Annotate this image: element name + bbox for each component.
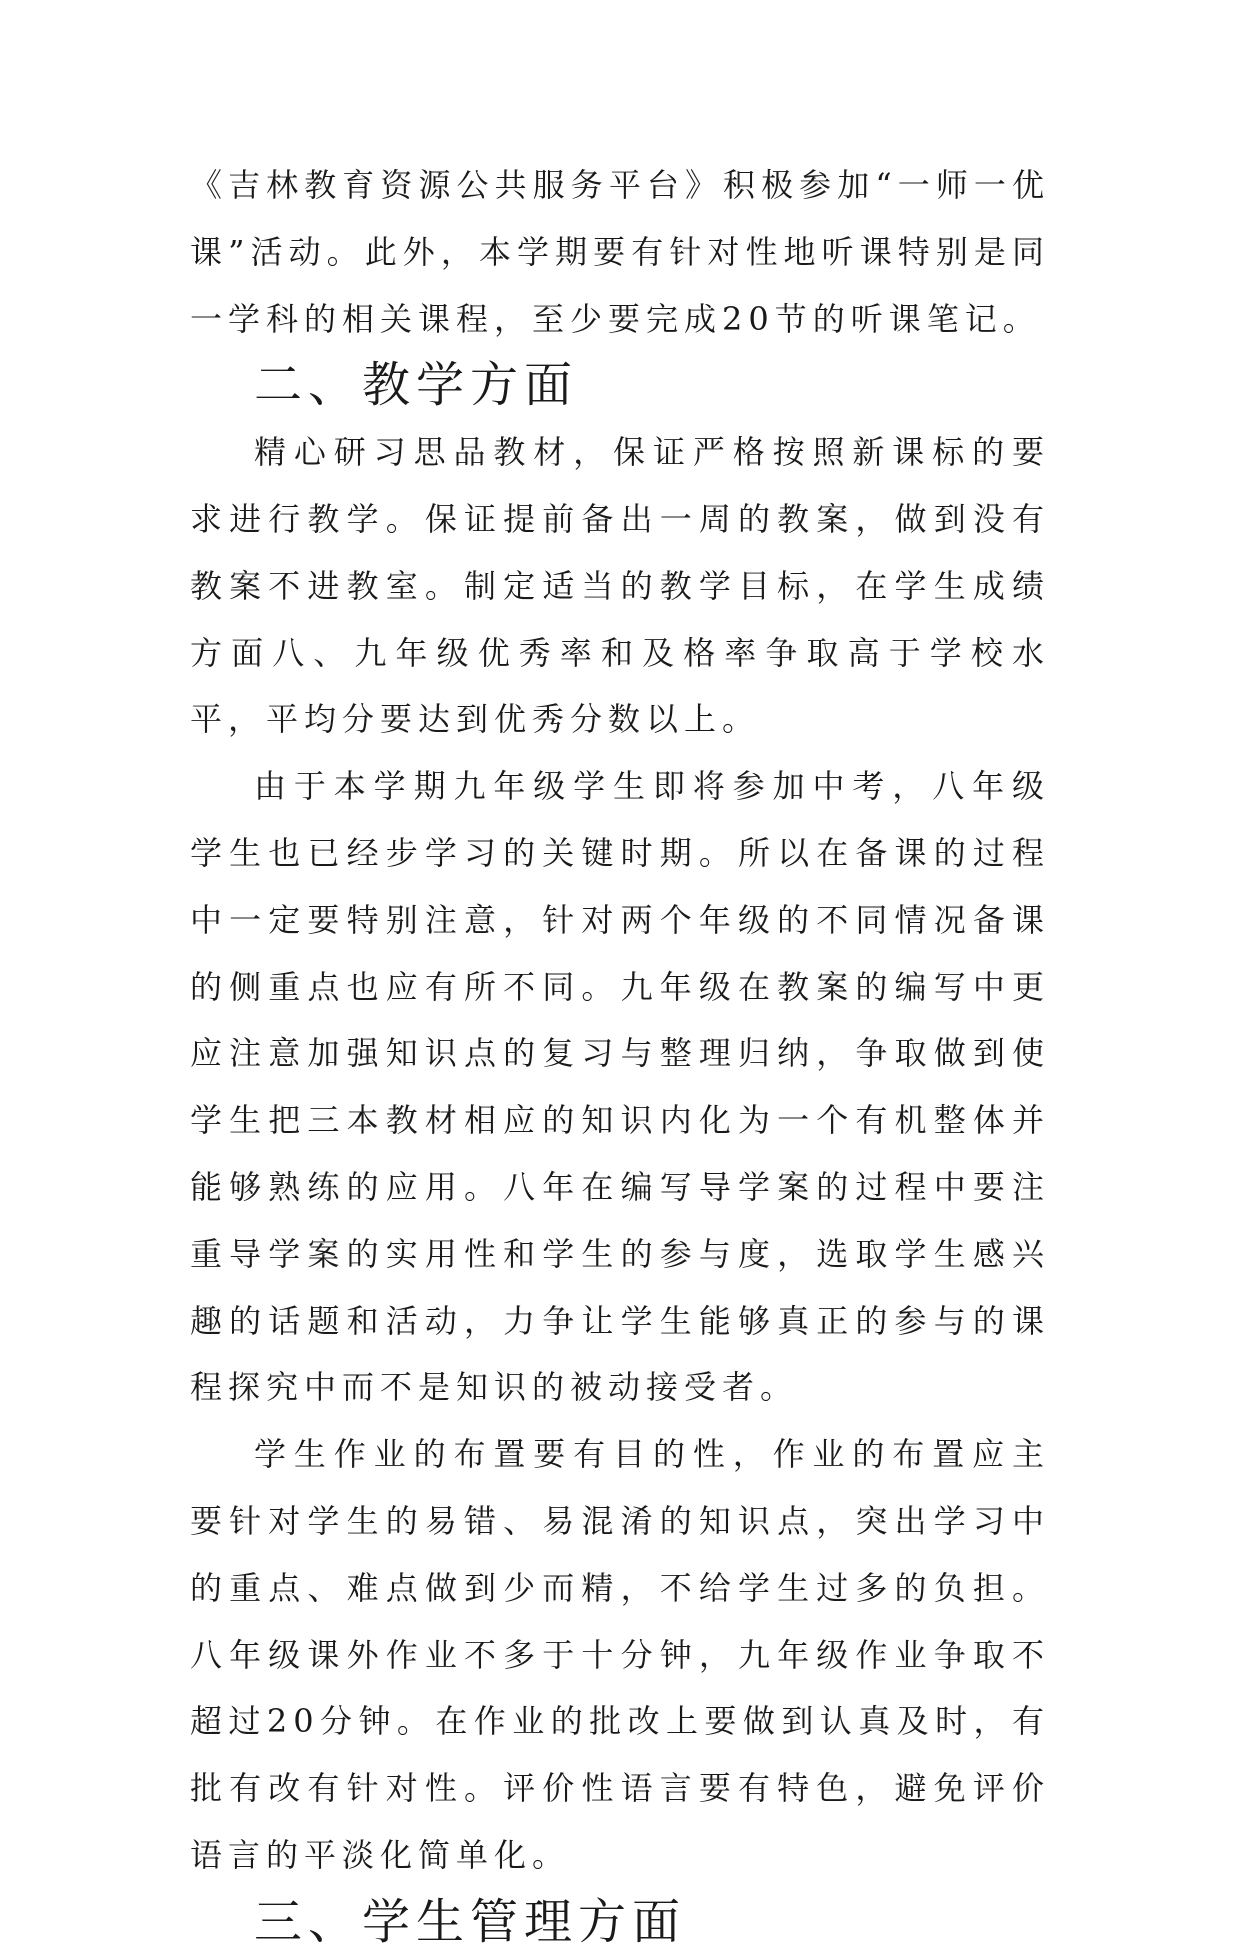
section-heading-teaching: 二、教学方面 xyxy=(254,357,579,414)
section-heading-student-management: 三、学生管理方面 xyxy=(254,1893,687,1950)
paragraph-teaching-materials: 精心研习思品教材，保证严格按照新课标的要求进行教学。保证提前备出一周的教案，做到没有教案不进教室。制定适当的教学目标，在学生成绩方面八、九年级优秀率和及格率争取高于学校水平，平均分要达到优秀分数以上。 xyxy=(190,433,1050,739)
paragraph-lesson-preparation: 由于本学期九年级学生即将参加中考，八年级学生也已经步学习的关键时期。所以在备课的过程中一定要特别注意，针对两个年级的不同情况备课的侧重点也应有所不同。九年级在教案的编写中更应注意加强知识点的复习与整理归纳，争取做到使学生把三本教材相应的知识内化为一个有机整体并能够熟练的应用。八年在编写导学案的过程中要注重导学案的实用性和学生的参与度，选取学生感兴趣的话题和活动，力争让学生能够真正的参与的课程探究中而不是知识的被动接受者。 xyxy=(190,767,1050,1407)
document-body xyxy=(190,152,1050,1956)
paragraph-continuation: 《吉林教育资源公共服务平台》积极参加“一师一优课”活动。此外，本学期要有针对性地听课特别是同一学科的相关课程，至少要完成20节的听课笔记。 xyxy=(190,166,1050,338)
paragraph-homework: 学生作业的布置要有目的性，作业的布置应主要针对学生的易错、易混淆的知识点，突出学习中的重点、难点做到少而精，不给学生过多的负担。八年级课外作业不多于十分钟，九年级作业争取不超过20分钟。在作业的批改上要做到认真及时，有批有改有针对性。评价性语言要有特色，避免评价语言的平淡化简单化。 xyxy=(190,1435,1050,1874)
